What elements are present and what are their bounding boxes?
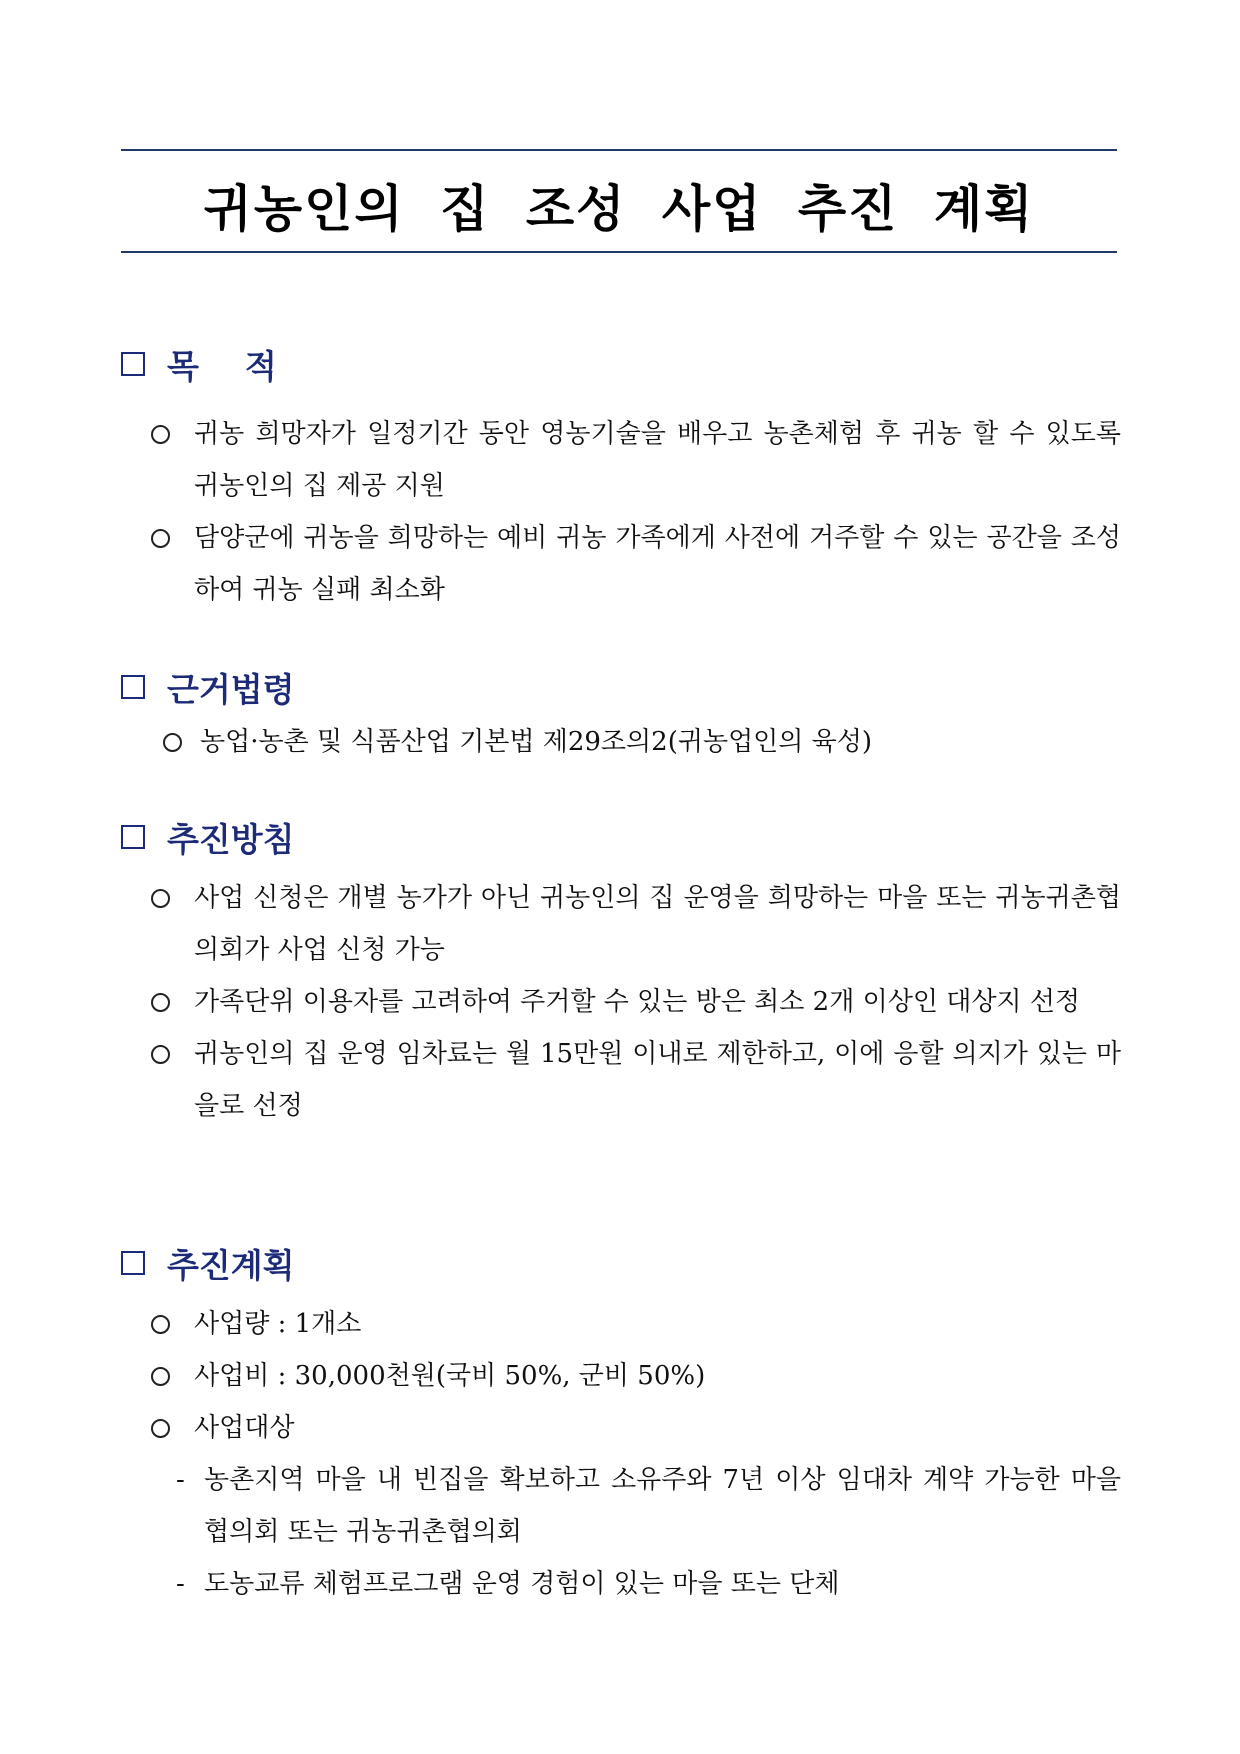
circle-bullet-icon (151, 993, 170, 1012)
section-plan (121, 1240, 1121, 1610)
section-title: 추진계획 (167, 1245, 295, 1285)
circle-bullet-icon (151, 1045, 170, 1064)
section-title: 근거법령 (167, 669, 295, 709)
section-header (121, 1240, 1121, 1286)
section-title: 추진방침 (167, 819, 295, 859)
bullet-item (121, 1298, 1121, 1350)
item-text: 가족단위 이용자를 고려하여 주거할 수 있는 방은 최소 2개 이상인 대상지 선정 (194, 987, 1081, 1017)
dash-item (121, 1454, 1121, 1558)
circle-bullet-icon (163, 733, 182, 752)
item-text: 사업비 : 30,000천원(국비 50%, 군비 50%) (194, 1361, 706, 1391)
item-text: 사업량 : 1개소 (194, 1309, 362, 1339)
bullet-item (121, 408, 1121, 512)
subitem-text: 도농교류 체험프로그램 운영 경험이 있는 마을 또는 단체 (204, 1569, 840, 1599)
item-text: 귀농인의 집 운영 임차료는 월 15만원 이내로 제한하고, 이에 응할 의지가 있는 마을로 선정 (194, 1039, 1121, 1121)
section-header (121, 664, 1121, 710)
checkbox-square-icon (121, 675, 145, 699)
dash-item (121, 1558, 1121, 1610)
section-title: 목 적 (167, 346, 277, 386)
item-text: 담양군에 귀농을 희망하는 예비 귀농 가족에게 사전에 거주할 수 있는 공간을 조성하여 귀농 실패 최소화 (194, 523, 1121, 605)
section-legal-basis (121, 664, 1121, 768)
item-text: 사업대상 (194, 1413, 295, 1443)
checkbox-square-icon (121, 825, 145, 849)
bullet-item (121, 872, 1121, 976)
item-text: 귀농 희망자가 일정기간 동안 영농기술을 배우고 농촌체험 후 귀농 할 수 있도록 귀농인의 집 제공 지원 (194, 419, 1121, 501)
bullet-item (121, 1350, 1121, 1402)
title-block (121, 149, 1117, 253)
circle-bullet-icon (151, 529, 170, 548)
circle-bullet-icon (151, 889, 170, 908)
section-header (121, 814, 1121, 860)
circle-bullet-icon (151, 1367, 170, 1386)
checkbox-square-icon (121, 1251, 145, 1275)
bullet-item (121, 1028, 1121, 1132)
bullet-item (121, 976, 1121, 1028)
circle-bullet-icon (151, 1419, 170, 1438)
bullet-item (127, 716, 1121, 768)
circle-bullet-icon (151, 1315, 170, 1334)
dash-bullet-icon: - (176, 1465, 185, 1495)
document-title: 귀농인의 집 조성 사업 추진 계획 (203, 180, 1035, 238)
section-policy (121, 814, 1121, 1132)
dash-bullet-icon: - (176, 1569, 185, 1599)
section-header (121, 341, 1121, 387)
section-purpose (121, 341, 1121, 616)
item-text: 사업 신청은 개별 농가가 아닌 귀농인의 집 운영을 희망하는 마을 또는 귀농귀촌협의회가 사업 신청 가능 (194, 883, 1121, 965)
checkbox-square-icon (121, 352, 145, 376)
circle-bullet-icon (151, 425, 170, 444)
bullet-item (121, 512, 1121, 616)
subitem-text: 농촌지역 마을 내 빈집을 확보하고 소유주와 7년 이상 임대차 계약 가능한 마을 협의회 또는 귀농귀촌협의회 (204, 1465, 1121, 1547)
bullet-item (121, 1402, 1121, 1454)
item-text: 농업·농촌 및 식품산업 기본법 제29조의2(귀농업인의 육성) (200, 727, 873, 757)
